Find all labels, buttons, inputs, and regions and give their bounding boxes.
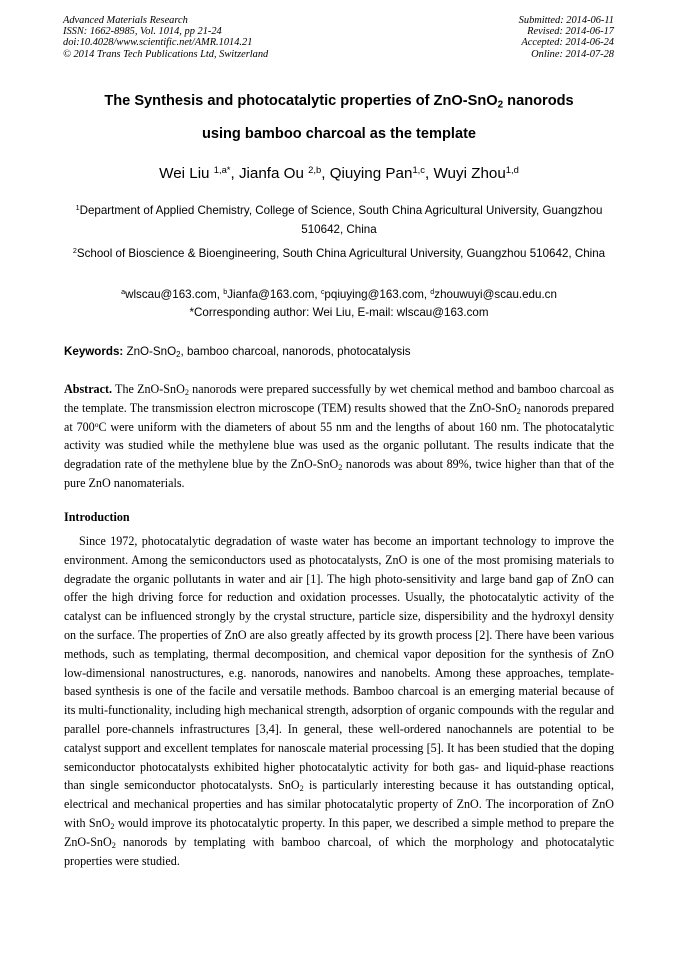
abstract-text: nanorods prepared at 700 (64, 400, 614, 434)
author-list (40, 164, 638, 183)
affiliation-text: School of Bioscience & Bioengineering, South China Agricultural University, Guangzhou 510642, China (76, 247, 606, 260)
intro-text: nanorods by templating with bamboo charcoal, of which the morphology and photocatalytic properties were studied. (64, 834, 614, 868)
keywords-text: ZnO-SnO (123, 345, 177, 358)
affiliation-mark: 2 (72, 246, 77, 256)
email-mark: a (121, 287, 126, 297)
intro-text: is particularly interesting because it has outstanding optical, electrical and mechanical properties and has similar photocatalytic property of ZnO. The incorporation of ZnO with SnO (64, 778, 614, 830)
keywords (64, 344, 614, 360)
title-text-1: The Synthesis and photocatalytic properties of ZnO-SnO (104, 93, 498, 109)
abstract-label: Abstract. (64, 382, 113, 396)
intro-subscript: 2 (111, 840, 116, 850)
journal-doi: doi:10.4028/www.scientific.net/AMR.1014.21 (63, 37, 253, 49)
email-list (40, 286, 638, 304)
email-mark: b (223, 287, 228, 297)
email-address: wlscau@163.com, (125, 288, 224, 301)
author-separator: , (425, 165, 434, 182)
journal-header (63, 15, 268, 60)
author-affiliation-mark: 1,d (505, 163, 519, 175)
journal-issn: ISSN: 1662-8985, Vol. 1014, pp 21-24 (63, 26, 222, 38)
abstract-subscript: 2 (338, 463, 343, 473)
email-block (40, 286, 638, 321)
date-revised: Revised: 2014-06-17 (527, 26, 614, 38)
author-name: Wei Liu (159, 165, 214, 182)
date-accepted: Accepted: 2014-06-24 (521, 37, 614, 49)
abstract-text: nanorods were prepared successfully by wet chemical method and bamboo charcoal as the template. The transmission electron microscope (TEM) results showed that the ZnO-SnO (64, 382, 614, 415)
date-submitted: Submitted: 2014-06-11 (518, 15, 614, 26)
author-affiliation-mark: 2,b (308, 163, 322, 175)
publication-dates (519, 15, 614, 60)
email-address: Jianfa@163.com, (227, 288, 321, 301)
abstract-subscript: 2 (184, 388, 189, 398)
introduction-heading: Introduction (64, 510, 130, 524)
title-text-2: nanorods (503, 93, 574, 109)
author-name: Wuyi Zhou (433, 165, 506, 182)
journal-name: Advanced Materials Research (63, 15, 188, 26)
keywords-text: , bamboo charcoal, nanorods, photocatalysis (180, 345, 411, 358)
affiliation-1 (70, 201, 608, 239)
introduction-paragraph (64, 532, 614, 870)
journal-copyright: © 2014 Trans Tech Publications Ltd, Switzerland (63, 48, 269, 60)
email-address: zhouwuyi@scau.edu.cn (434, 288, 557, 301)
abstract-superscript: o (94, 419, 99, 429)
author-name: Jianfa Ou (238, 165, 309, 182)
author-name: Qiuying Pan (329, 165, 413, 182)
author-separator: , (321, 165, 330, 182)
email-address: pqiuying@163.com, (324, 288, 431, 301)
intro-text: Since 1972, photocatalytic degradation of waste water has become an important technology to improve the environment. Among the semiconductors used as photocatalysts, ZnO is one of the most promising materials to degradate the organic pollutants in water and air [1]. The high photo-sensitivity and large band gap of ZnO can offer the high driving force for reduction and oxidation processes. Usually, the photocatalytic activity of the catalyst can be influenced strongly by the crystal structure, particle size, dispersibility and the hydroxyl density on the surface. The properties of ZnO are also greatly affected by its growth process [2]. There have been various methods, such as templating, thermal decomposition, and chemical vapor deposition for the synthesis of ZnO low-dimensional nanostructures, e.g. nanorods, nanowires and nanobelts. Among these approaches, template-based synthesis is one of the facile and versatile methods. Bamboo charcoal is an emerging material because of its multi-functionality, including high mechanical strength, adsorption of organic compounds with the regular and parallel pore-channels infrastructures [3,4]. In general, these well-ordered nanochannels are potential to be catalyst support and excellent templates for nanoscale material processing [5]. It has been studied that the doping semiconductor photocatalysts exhibited higher photocatalytic activity for both gas- and liquid-phase reactions than single semiconductor photocatalysts. SnO (64, 534, 614, 793)
author-affiliation-mark: 1,c (412, 163, 426, 175)
keywords-subscript: 2 (176, 349, 181, 359)
abstract-subscript: 2 (516, 406, 521, 416)
affiliation-text: Department of Applied Chemistry, College of Science, South China Agricultural University, Guangzhou 510642, China (79, 204, 603, 236)
date-online: Online: 2014-07-28 (531, 48, 614, 60)
author-separator: , (230, 165, 239, 182)
abstract-text: The ZnO-SnO (112, 382, 185, 396)
abstract-text: nanorods was about 89%, twice higher than that of the pure ZnO nanomaterials. (64, 457, 614, 490)
paper-title-line-2: using bamboo charcoal as the template (201, 126, 477, 142)
affiliation-mark: 1 (75, 203, 80, 213)
abstract (64, 380, 614, 493)
email-mark: d (430, 287, 435, 297)
title-subscript: 2 (497, 99, 504, 111)
abstract-text: C were uniform with the diameters of about 55 nm and the lengths of about 160 nm. The photocatalytic activity was studied while the methylene blue was used as the organic pollutant. The results indicate that the degradation rate of the methylene blue by the ZnO-SnO (64, 419, 614, 472)
paper-title-line-1 (40, 92, 638, 110)
author-affiliation-mark: 1,a* (213, 163, 231, 175)
intro-subscript: 2 (110, 822, 115, 831)
corresponding-author: *Corresponding author: Wei Liu, E-mail: wlscau@163.com (189, 305, 489, 319)
affiliation-2 (70, 244, 608, 263)
intro-subscript: 2 (299, 784, 304, 794)
intro-text: would improve its photocatalytic property. In this paper, we described a simple method to prepare the ZnO-SnO (64, 815, 614, 849)
keywords-label: Keywords: (64, 345, 124, 358)
email-mark: c (320, 287, 325, 297)
